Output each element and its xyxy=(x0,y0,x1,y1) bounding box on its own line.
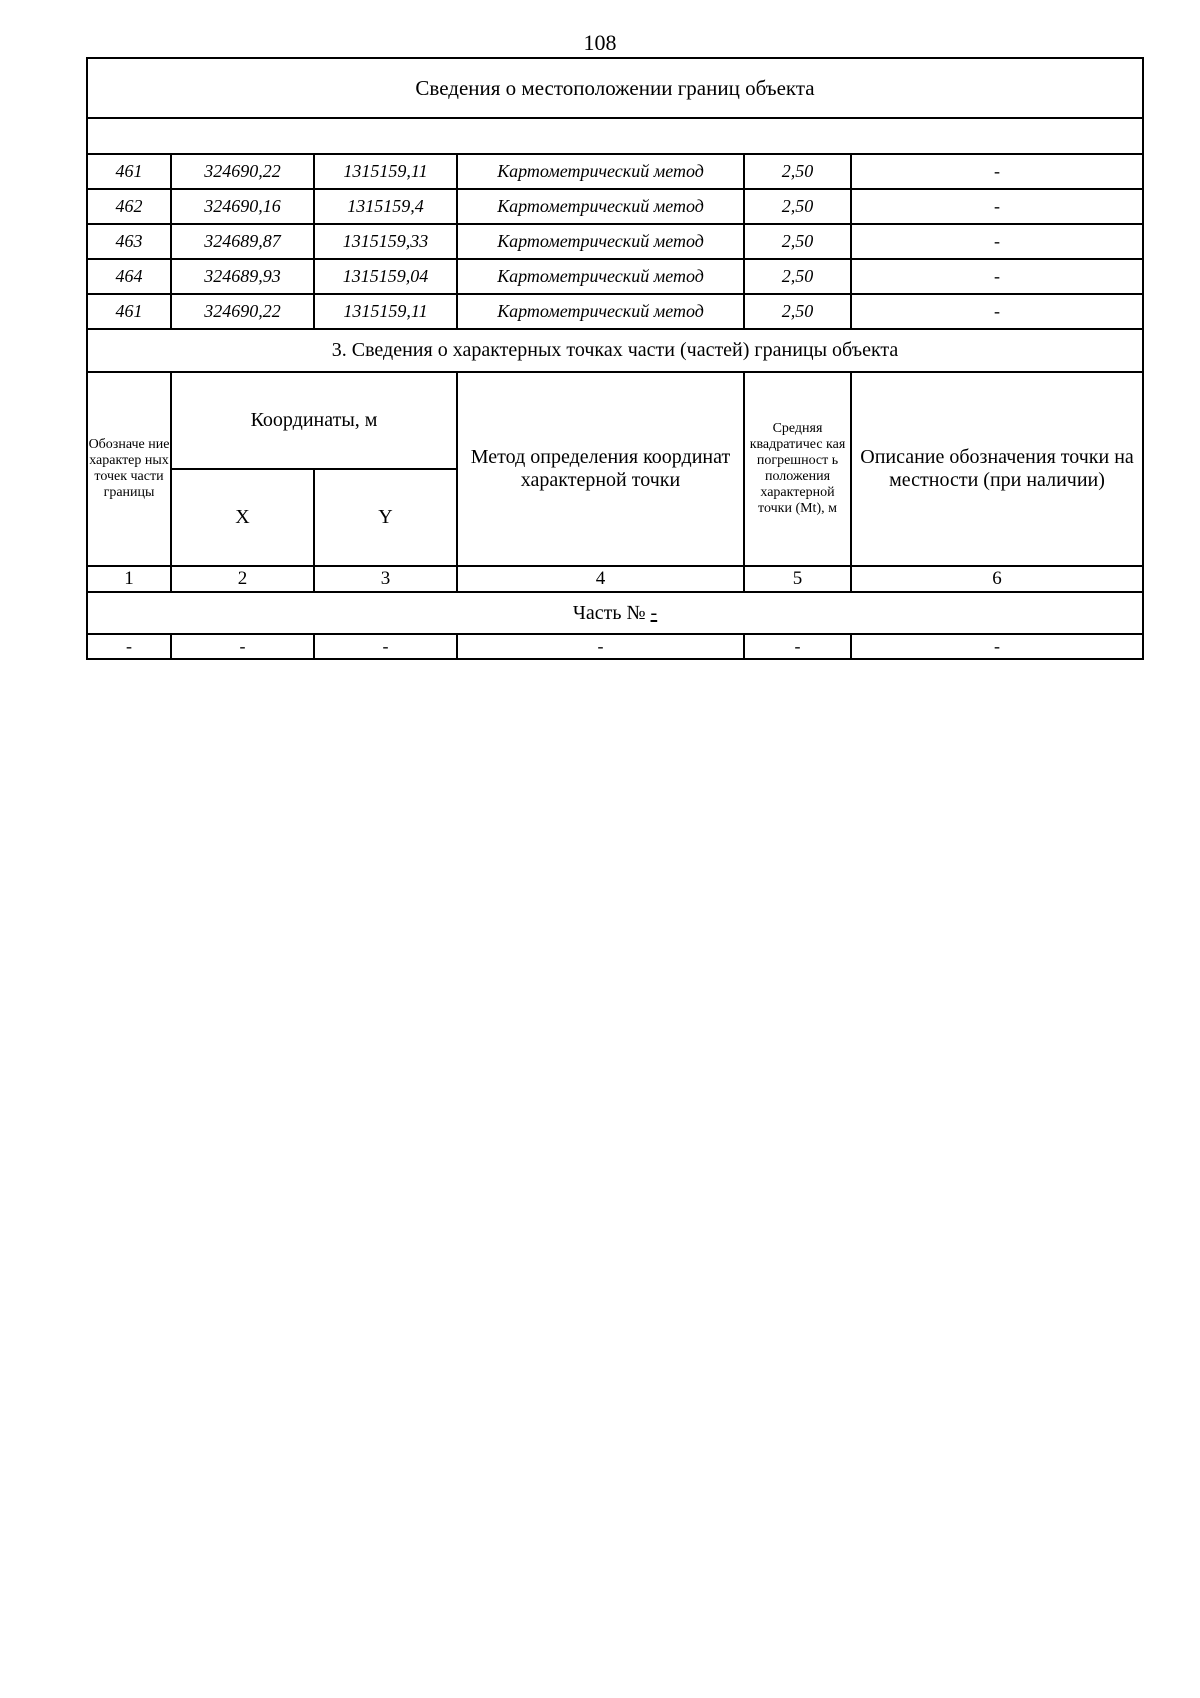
empty-cell: - xyxy=(457,634,744,659)
description: - xyxy=(851,154,1143,189)
point-number: 461 xyxy=(87,294,171,329)
coord-y: 1315159,11 xyxy=(314,154,457,189)
empty-cell: - xyxy=(87,634,171,659)
coord-x: 324690,22 xyxy=(171,154,314,189)
coord-y: 1315159,04 xyxy=(314,259,457,294)
empty-cell: - xyxy=(851,634,1143,659)
coord-y: 1315159,33 xyxy=(314,224,457,259)
coord-x: 324689,93 xyxy=(171,259,314,294)
column-number: 6 xyxy=(851,566,1143,592)
column-number: 5 xyxy=(744,566,851,592)
mt-value: 2,50 xyxy=(744,224,851,259)
header-coordinates: Координаты, м xyxy=(171,372,457,469)
coord-y: 1315159,11 xyxy=(314,294,457,329)
description: - xyxy=(851,259,1143,294)
part-label: Часть № xyxy=(572,601,646,624)
table-row xyxy=(87,259,1143,294)
header-x: X xyxy=(171,469,314,566)
method: Картометрический метод xyxy=(457,294,744,329)
description: - xyxy=(851,224,1143,259)
coord-x: 324690,22 xyxy=(171,294,314,329)
header-mt: Средняя квадратичес кая погрешност ь положения характерной точки (Mt), м xyxy=(744,372,851,566)
mt-value: 2,50 xyxy=(744,294,851,329)
column-number: 4 xyxy=(457,566,744,592)
column-number: 1 xyxy=(87,566,171,592)
empty-cell: - xyxy=(744,634,851,659)
coord-x: 324689,87 xyxy=(171,224,314,259)
page-number: 108 xyxy=(583,30,617,55)
section-title: Сведения о местоположении границ объекта xyxy=(87,58,1143,118)
empty-cell: - xyxy=(314,634,457,659)
boundary-table xyxy=(86,57,1144,660)
coord-y: 1315159,4 xyxy=(314,189,457,224)
point-number: 463 xyxy=(87,224,171,259)
method: Картометрический метод xyxy=(457,189,744,224)
method: Картометрический метод xyxy=(457,224,744,259)
table-row xyxy=(87,154,1143,189)
mt-value: 2,50 xyxy=(744,189,851,224)
section3-title: 3. Сведения о характерных точках части (частей) границы объекта xyxy=(87,329,1143,372)
description: - xyxy=(851,189,1143,224)
part-row xyxy=(87,592,1143,634)
description: - xyxy=(851,294,1143,329)
point-number: 464 xyxy=(87,259,171,294)
table-row xyxy=(87,224,1143,259)
column-numbers-row xyxy=(87,566,1143,592)
mt-value: 2,50 xyxy=(744,154,851,189)
point-number: 461 xyxy=(87,154,171,189)
header-method: Метод определения координат характерной точки xyxy=(457,372,744,566)
header-y: Y xyxy=(314,469,457,566)
table-row xyxy=(87,634,1143,659)
point-number: 462 xyxy=(87,189,171,224)
table-row xyxy=(87,294,1143,329)
table-row xyxy=(87,189,1143,224)
empty-cell: - xyxy=(171,634,314,659)
mt-value: 2,50 xyxy=(744,259,851,294)
part-value: - xyxy=(650,601,658,624)
column-number: 3 xyxy=(314,566,457,592)
method: Картометрический метод xyxy=(457,259,744,294)
blank-row xyxy=(87,118,1143,154)
header-point-designation: Обозначе ние характер ных точек части границы xyxy=(87,372,171,566)
coord-x: 324690,16 xyxy=(171,189,314,224)
header-description: Описание обозначения точки на местности (при наличии) xyxy=(851,372,1143,566)
method: Картометрический метод xyxy=(457,154,744,189)
column-number: 2 xyxy=(171,566,314,592)
